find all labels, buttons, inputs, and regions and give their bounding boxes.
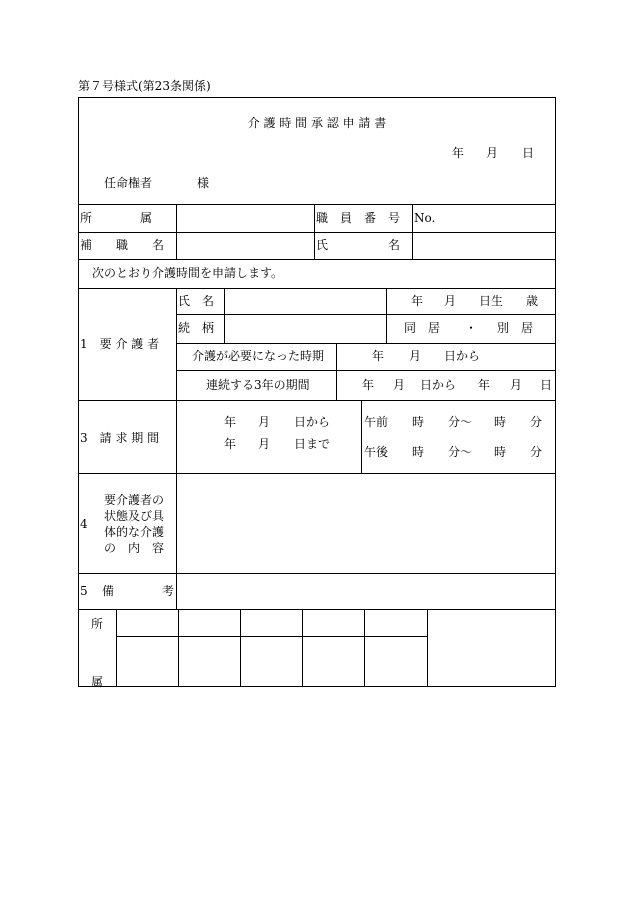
from-day: 日から (294, 415, 331, 429)
age-label: 歳 (526, 294, 539, 308)
to-day: 日まで (294, 437, 331, 451)
birth-day: 日生 (479, 294, 504, 308)
three-year-period-label: 連続する3年の期間 (206, 378, 310, 392)
from-year: 年 (224, 415, 237, 429)
name-label: 氏 名 (316, 238, 401, 252)
birth-year: 年 (411, 294, 424, 308)
period-from: 日から (420, 378, 457, 392)
care-details-line-2: 状態及び具 (104, 509, 165, 523)
remarks-label: 備 考 (102, 584, 175, 598)
birth-month: 月 (444, 294, 457, 308)
date-year: 年 (452, 146, 465, 160)
care-needed-from: 日から (444, 349, 481, 363)
affiliation-label: 所 属 (80, 211, 153, 225)
staff-number-prefix: No. (414, 211, 436, 225)
honorific: 様 (197, 176, 210, 190)
stamp-area-label-top: 所 (91, 617, 104, 631)
am-minute-2: 分 (530, 415, 543, 429)
period-month-1: 月 (393, 378, 406, 392)
cohabit-separate: 別 居 (497, 321, 534, 335)
pm-hour: 時 (412, 445, 425, 459)
period-year-2: 年 (478, 378, 491, 392)
pm-label: 午後 (364, 445, 389, 459)
position-label: 補 職 名 (80, 238, 165, 252)
am-hour: 時 (412, 415, 425, 429)
care-needed-month: 月 (409, 349, 422, 363)
form-title: 介 護 時 間 承 認 申 請 書 (247, 116, 387, 130)
from-month: 月 (258, 415, 271, 429)
care-details-number: 4 (80, 517, 88, 531)
to-month: 月 (258, 437, 271, 451)
am-hour-2: 時 (494, 415, 507, 429)
am-label: 午前 (364, 415, 389, 429)
cohabit-same: 同 居 (404, 321, 441, 335)
care-details-line-1: 要介護者の (104, 493, 165, 507)
recipient-name-label: 氏 名 (178, 294, 215, 308)
care-needed-year: 年 (372, 349, 385, 363)
to-year: 年 (224, 437, 237, 451)
relationship-label: 続 柄 (178, 321, 215, 335)
period-day-2: 日 (540, 378, 553, 392)
care-needed-label: 介護が必要になった時期 (192, 349, 325, 363)
request-period-label: 3 請 求 期 間 (80, 431, 160, 445)
stamp-area-label-bottom: 属 (91, 675, 104, 689)
form-number: 第７号様式(第23条関係) (78, 79, 211, 93)
care-details-line-3: 体的な介護 (104, 525, 165, 539)
period-year-1: 年 (362, 378, 375, 392)
remarks-number: 5 (80, 584, 88, 598)
pm-hour-2: 時 (494, 445, 507, 459)
addressee: 任命権者 (104, 176, 153, 190)
pm-minute-2: 分 (530, 445, 543, 459)
cohabit-dot: ・ (465, 321, 478, 335)
date-day: 日 (522, 146, 535, 160)
am-minute: 分～ (448, 415, 473, 429)
pm-minute: 分～ (448, 445, 473, 459)
request-text: 次のとおり介護時間を申請します。 (92, 266, 284, 280)
care-details-line-4: の 内 容 (104, 541, 165, 555)
date-month: 月 (486, 146, 499, 160)
staff-number-label: 職 員 番 号 (316, 211, 401, 225)
care-recipient-label: 1 要 介 護 者 (80, 337, 160, 351)
period-month-2: 月 (510, 378, 523, 392)
